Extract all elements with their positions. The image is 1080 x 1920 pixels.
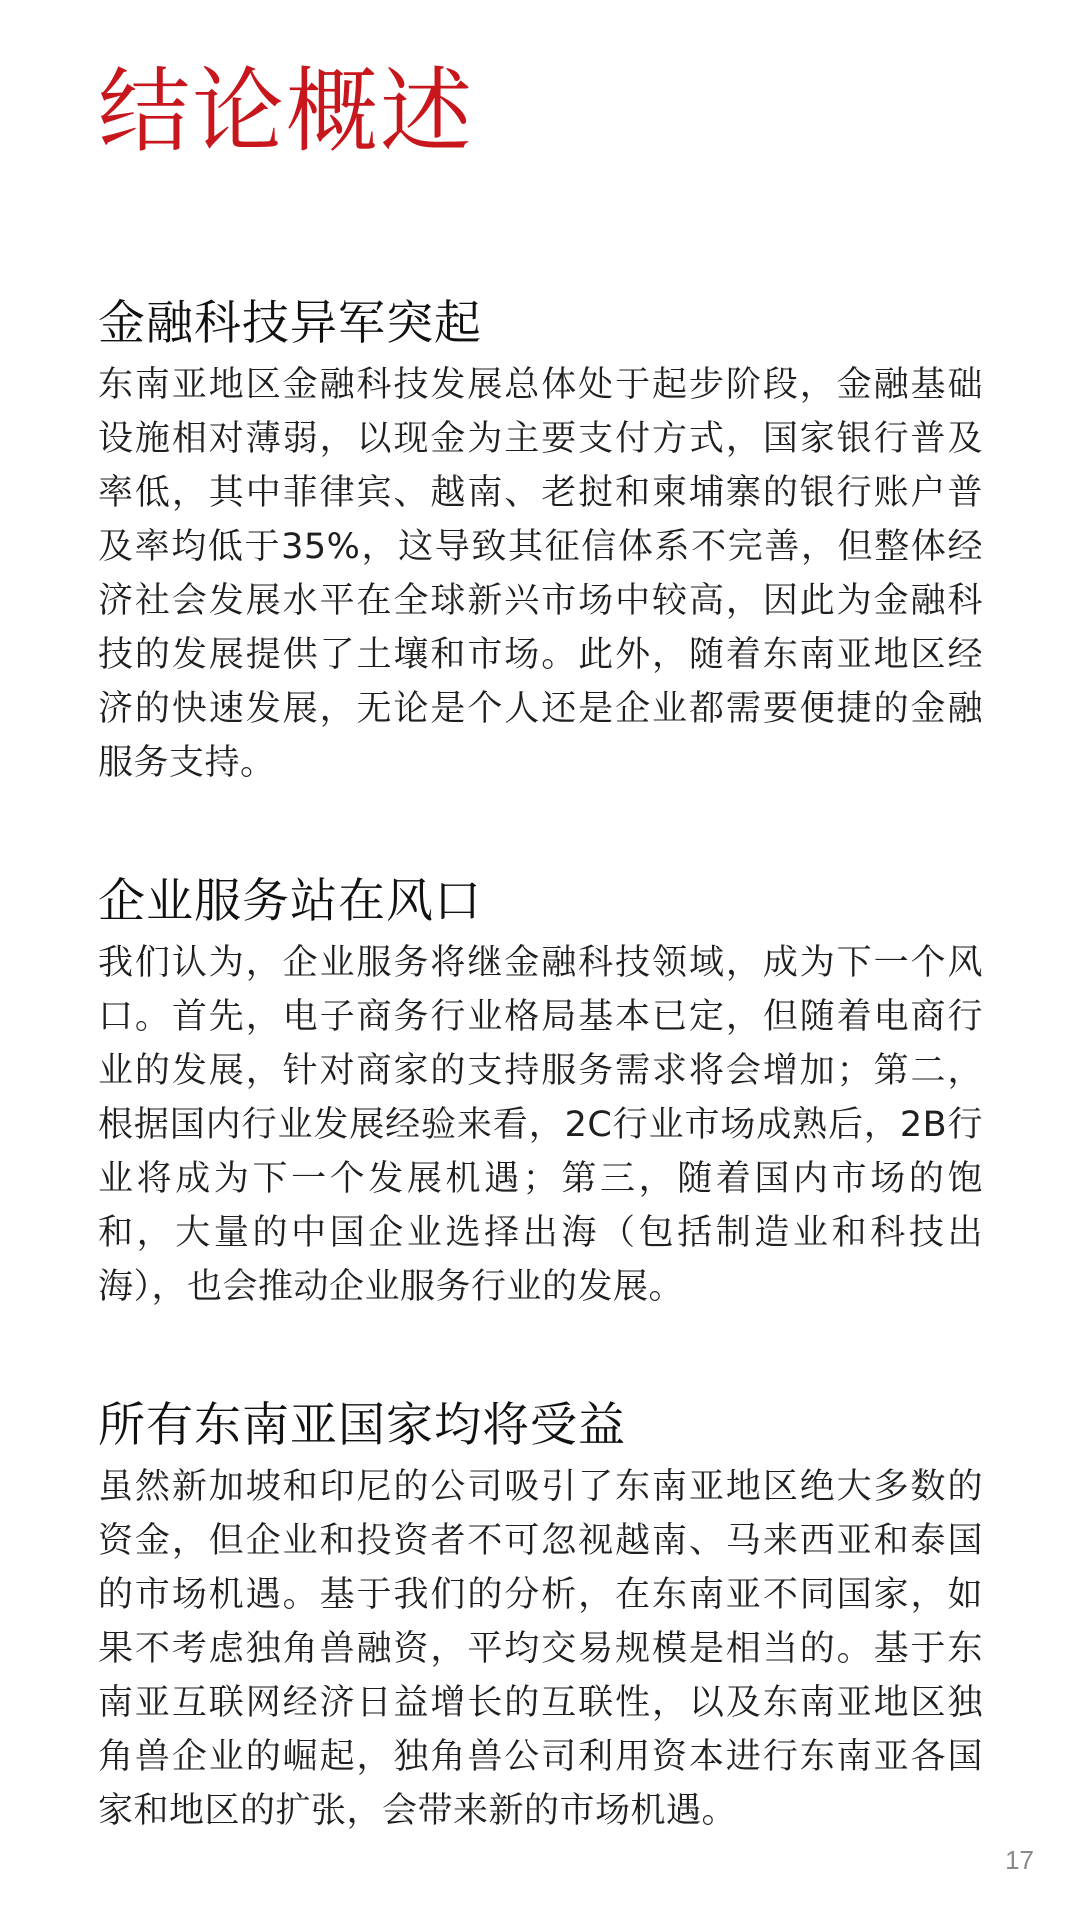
- section-body: 虽然新加坡和印尼的公司吸引了东南亚地区绝大多数的资金，但企业和投资者不可忽视越南、马来西亚和泰国的市场机遇。基于我们的分析，在东南亚不同国家，如果不考虑独角兽融资，平均交易规模是相当的。基于东南亚互联网经济日益增长的互联性，以及东南亚地区独角兽企业的崛起，独角兽公司利用资本进行东南亚各国家和地区的扩张，会带来新的市场机遇。: [98, 1467, 983, 1831]
- section-heading: 所有东南亚国家均将受益: [98, 1398, 626, 1453]
- section-body: 东南亚地区金融科技发展总体处于起步阶段，金融基础设施相对薄弱，以现金为主要支付方式，国家银行普及率低，其中菲律宾、越南、老挝和柬埔寨的银行账户普及率均低于35%，这导致其征信体系不完善，但整体经济社会发展水平在全球新兴市场中较高，因此为金融科技的发展提供了土壤和市场。此外，随着东南亚地区经济的快速发展，无论是个人还是企业都需要便捷的金融服务支持。: [98, 365, 983, 783]
- section-all-countries-benefit: [98, 1392, 983, 1838]
- page-number: 17: [1005, 1845, 1034, 1875]
- section-body: 我们认为，企业服务将继金融科技领域，成为下一个风口。首先，电子商务行业格局基本已定，但随着电商行业的发展，针对商家的支持服务需求将会增加；第二，根据国内行业发展经验来看，2C行业市场成熟后，2B行业将成为下一个发展机遇；第三，随着国内市场的饱和，大量的中国企业选择出海（包括制造业和科技出海），也会推动企业服务行业的发展。: [98, 943, 983, 1307]
- page-title: 结论概述: [98, 58, 475, 165]
- section-enterprise-services: [98, 868, 983, 1314]
- section-heading: 企业服务站在风口: [98, 874, 482, 929]
- section-heading: 金融科技异军突起: [98, 296, 482, 351]
- section-fintech: [98, 290, 983, 790]
